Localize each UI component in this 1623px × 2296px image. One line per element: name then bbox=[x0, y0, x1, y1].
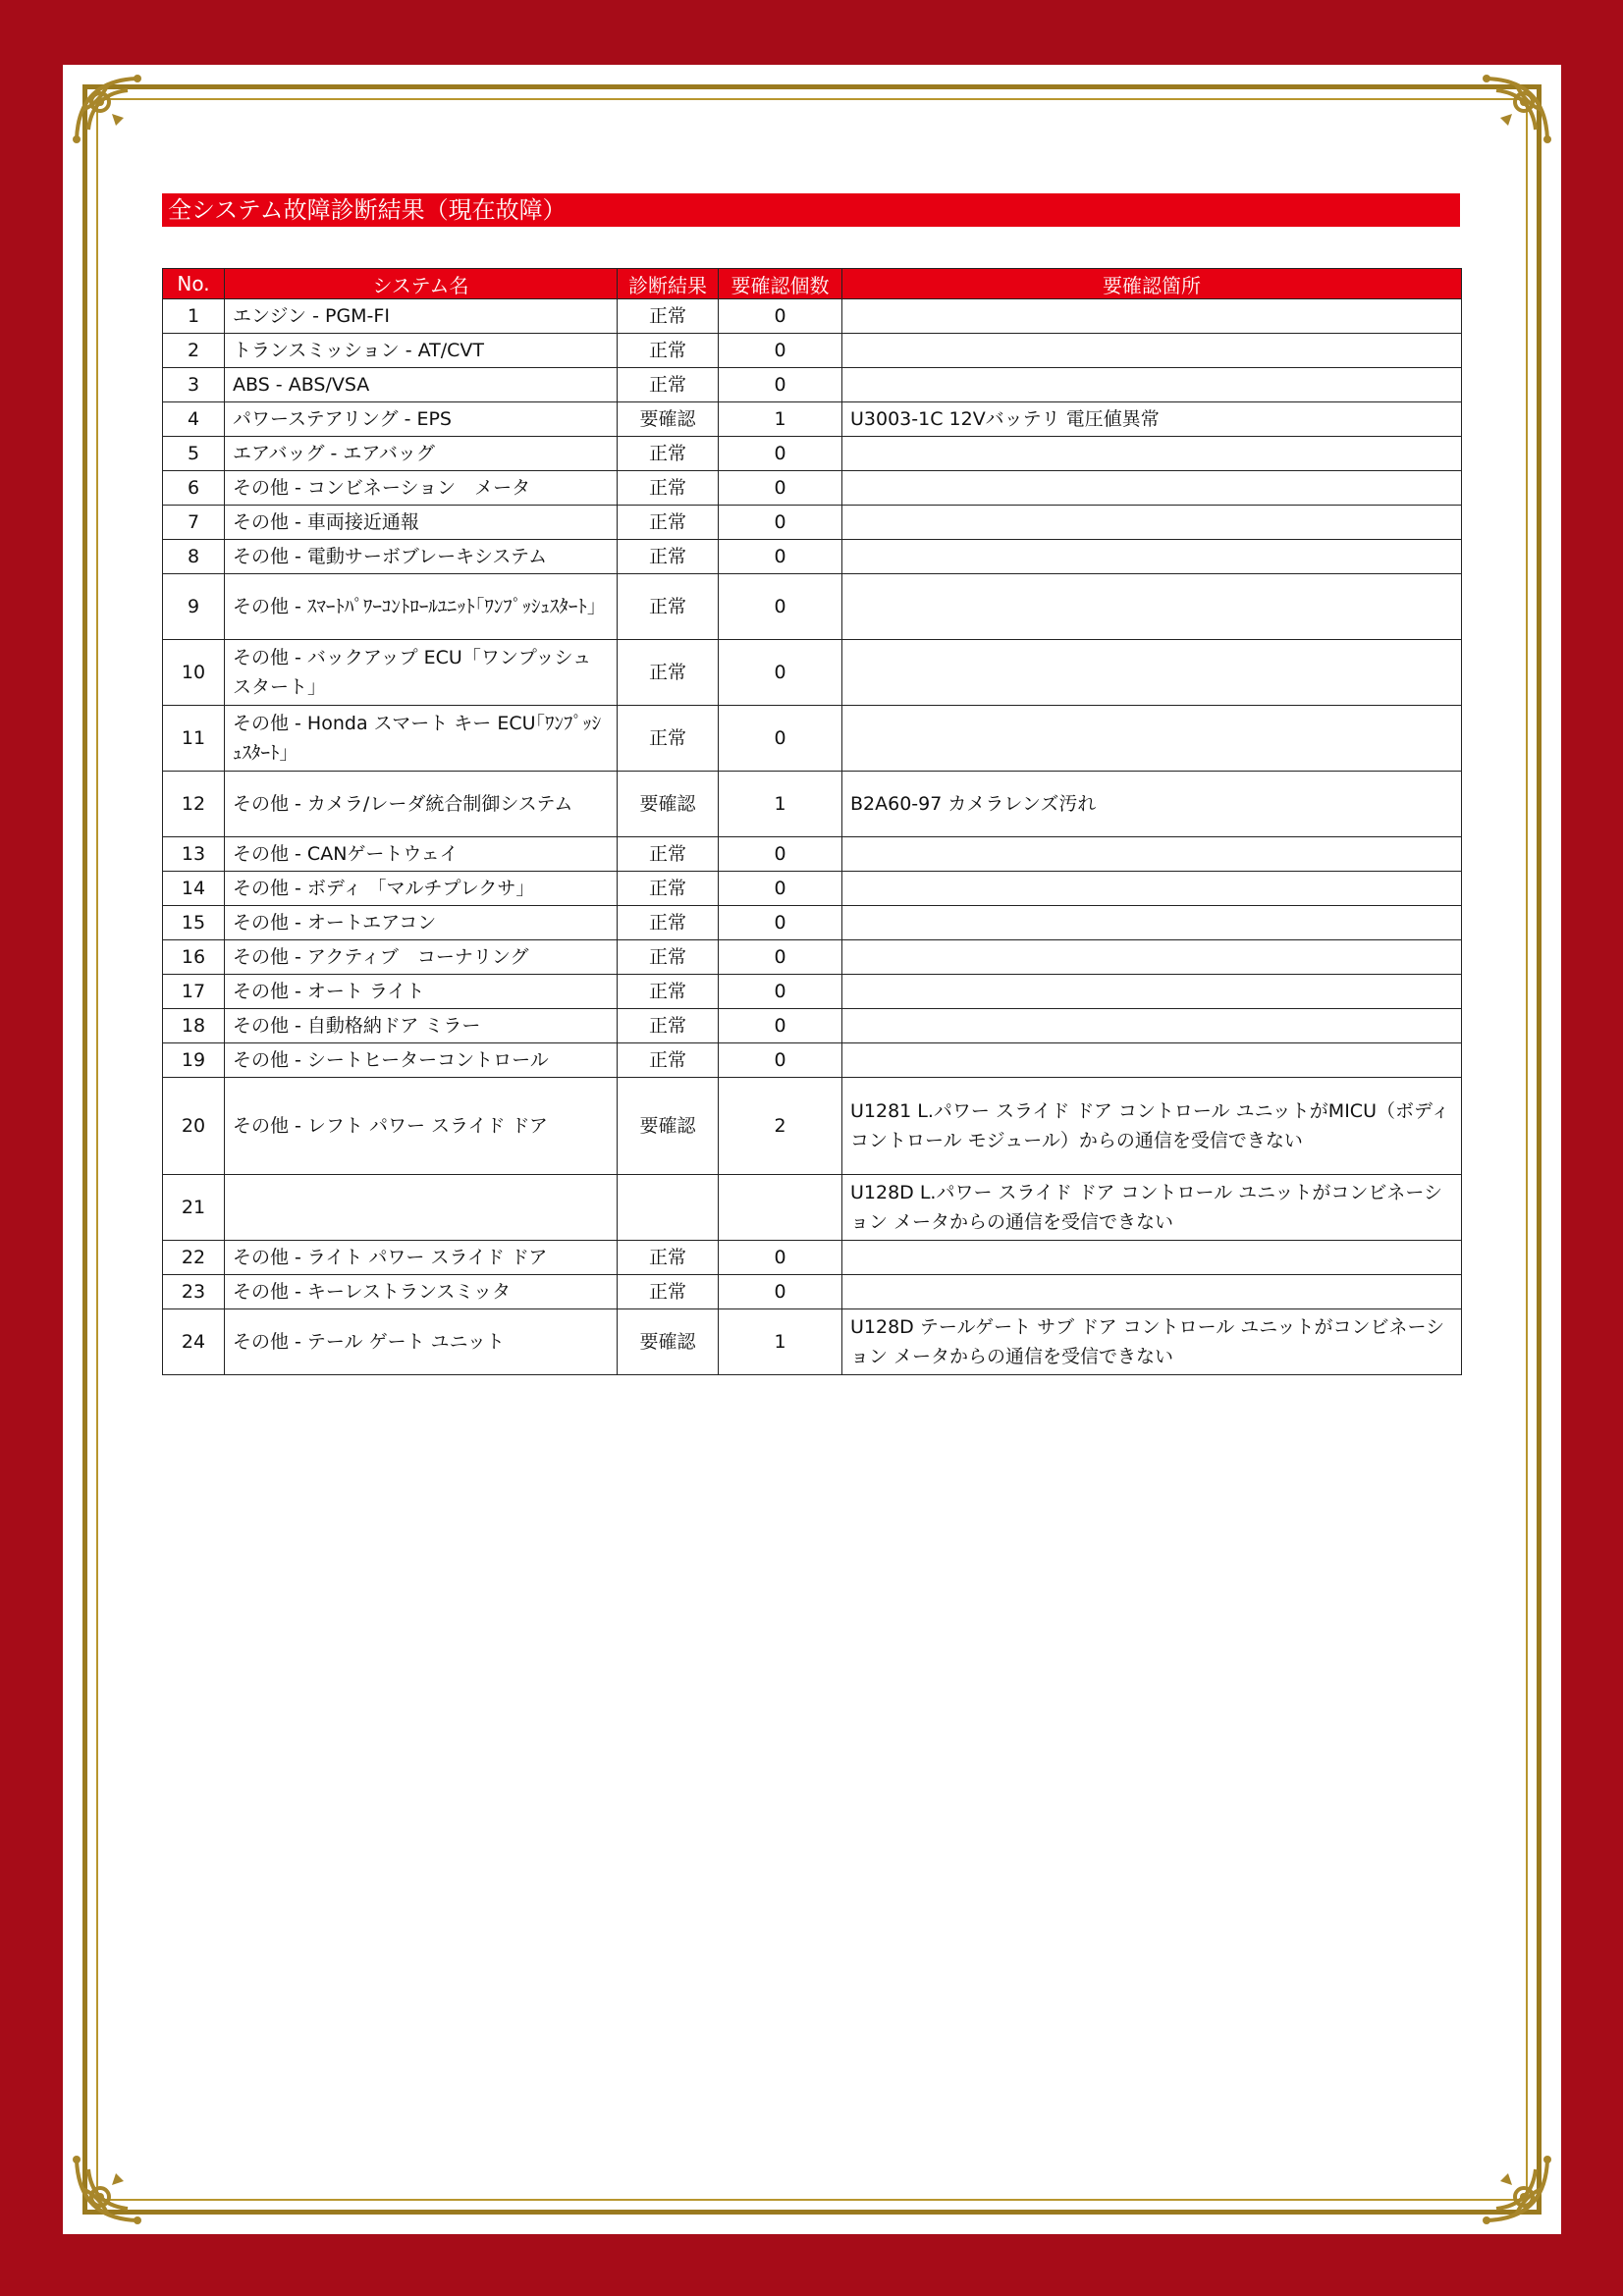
row-count: 1 bbox=[719, 1309, 842, 1375]
row-system: その他 - アクティブ コーナリング bbox=[225, 940, 618, 975]
row-no: 13 bbox=[163, 837, 225, 872]
row-count: 0 bbox=[719, 706, 842, 772]
row-count bbox=[719, 1175, 842, 1241]
row-result: 要確認 bbox=[618, 1078, 719, 1175]
row-system bbox=[225, 1175, 618, 1241]
table-row bbox=[163, 334, 1462, 368]
header-no: No. bbox=[163, 269, 225, 299]
row-no: 14 bbox=[163, 872, 225, 906]
table-row bbox=[163, 540, 1462, 574]
row-no: 12 bbox=[163, 772, 225, 837]
row-no: 6 bbox=[163, 471, 225, 506]
table-row bbox=[163, 1043, 1462, 1078]
table-row bbox=[163, 471, 1462, 506]
row-result: 正常 bbox=[618, 506, 719, 540]
row-location bbox=[842, 540, 1462, 574]
row-system: その他 - オート ライト bbox=[225, 975, 618, 1009]
row-location bbox=[842, 975, 1462, 1009]
row-count: 0 bbox=[719, 837, 842, 872]
row-result: 正常 bbox=[618, 540, 719, 574]
diagnosis-table bbox=[162, 268, 1462, 1375]
row-no: 23 bbox=[163, 1275, 225, 1309]
table-row bbox=[163, 299, 1462, 334]
row-count: 0 bbox=[719, 640, 842, 706]
table-row bbox=[163, 574, 1462, 640]
table-row bbox=[163, 975, 1462, 1009]
row-no: 18 bbox=[163, 1009, 225, 1043]
row-no: 24 bbox=[163, 1309, 225, 1375]
row-result: 正常 bbox=[618, 299, 719, 334]
row-no: 21 bbox=[163, 1175, 225, 1241]
row-no: 16 bbox=[163, 940, 225, 975]
row-result: 要確認 bbox=[618, 1309, 719, 1375]
row-location bbox=[842, 837, 1462, 872]
table-row bbox=[163, 368, 1462, 402]
row-count: 0 bbox=[719, 872, 842, 906]
row-result: 正常 bbox=[618, 975, 719, 1009]
row-count: 0 bbox=[719, 368, 842, 402]
row-no: 8 bbox=[163, 540, 225, 574]
row-location bbox=[842, 334, 1462, 368]
row-system: その他 - ボディ 「マルチプレクサ」 bbox=[225, 872, 618, 906]
row-no: 5 bbox=[163, 437, 225, 471]
row-location bbox=[842, 1043, 1462, 1078]
table-row bbox=[163, 1309, 1462, 1375]
table-row bbox=[163, 437, 1462, 471]
row-location bbox=[842, 368, 1462, 402]
row-count: 0 bbox=[719, 334, 842, 368]
row-result: 正常 bbox=[618, 574, 719, 640]
row-system: その他 - 車両接近通報 bbox=[225, 506, 618, 540]
row-count: 0 bbox=[719, 1009, 842, 1043]
row-result: 正常 bbox=[618, 1043, 719, 1078]
row-location: U3003-1C 12Vバッテリ 電圧値異常 bbox=[842, 402, 1462, 437]
table-header-row bbox=[163, 269, 1462, 299]
row-count: 1 bbox=[719, 772, 842, 837]
row-system: トランスミッション - AT/CVT bbox=[225, 334, 618, 368]
row-no: 2 bbox=[163, 334, 225, 368]
row-location: B2A60-97 カメラレンズ汚れ bbox=[842, 772, 1462, 837]
row-no: 19 bbox=[163, 1043, 225, 1078]
table-row bbox=[163, 1175, 1462, 1241]
table-row bbox=[163, 772, 1462, 837]
row-location bbox=[842, 506, 1462, 540]
row-result: 正常 bbox=[618, 437, 719, 471]
row-count: 0 bbox=[719, 437, 842, 471]
row-no: 1 bbox=[163, 299, 225, 334]
row-count: 2 bbox=[719, 1078, 842, 1175]
table-row bbox=[163, 906, 1462, 940]
header-system: システム名 bbox=[225, 269, 618, 299]
row-result: 正常 bbox=[618, 1275, 719, 1309]
row-result: 正常 bbox=[618, 334, 719, 368]
row-system: その他 - CANゲートウェイ bbox=[225, 837, 618, 872]
row-location: U1281 L.パワー スライド ドア コントロール ユニットがMICU（ボディ コントロール モジュール）からの通信を受信できない bbox=[842, 1078, 1462, 1175]
report-page bbox=[63, 65, 1561, 2234]
corner-ornament-icon bbox=[1465, 2138, 1555, 2228]
row-count: 0 bbox=[719, 471, 842, 506]
row-result: 正常 bbox=[618, 837, 719, 872]
row-result: 正常 bbox=[618, 1009, 719, 1043]
row-result: 正常 bbox=[618, 368, 719, 402]
corner-ornament-icon bbox=[69, 2138, 159, 2228]
row-count: 0 bbox=[719, 906, 842, 940]
row-location bbox=[842, 299, 1462, 334]
table-row bbox=[163, 1078, 1462, 1175]
row-count: 0 bbox=[719, 574, 842, 640]
row-count: 0 bbox=[719, 940, 842, 975]
table-row bbox=[163, 1009, 1462, 1043]
row-location bbox=[842, 940, 1462, 975]
corner-ornament-icon bbox=[1465, 71, 1555, 161]
table-row bbox=[163, 402, 1462, 437]
row-location bbox=[842, 1275, 1462, 1309]
row-location bbox=[842, 1009, 1462, 1043]
row-count: 0 bbox=[719, 975, 842, 1009]
row-no: 17 bbox=[163, 975, 225, 1009]
row-system: その他 - Honda スマート キー ECU｢ﾜﾝﾌﾟｯｼｭｽﾀｰﾄ｣ bbox=[225, 706, 618, 772]
row-system: その他 - 自動格納ドア ミラー bbox=[225, 1009, 618, 1043]
header-result: 診断結果 bbox=[618, 269, 719, 299]
row-no: 4 bbox=[163, 402, 225, 437]
table-row bbox=[163, 1241, 1462, 1275]
row-count: 0 bbox=[719, 299, 842, 334]
row-system: その他 - ｽﾏｰﾄﾊﾟﾜｰｺﾝﾄﾛｰﾙﾕﾆｯﾄ｢ﾜﾝﾌﾟｯｼｭｽﾀｰﾄ｣ bbox=[225, 574, 618, 640]
row-no: 7 bbox=[163, 506, 225, 540]
table-row bbox=[163, 706, 1462, 772]
report-title: 全システム故障診断結果（現在故障） bbox=[162, 193, 1460, 227]
row-count: 0 bbox=[719, 1275, 842, 1309]
row-location: U128D L.パワー スライド ドア コントロール ユニットがコンビネーション メータからの通信を受信できない bbox=[842, 1175, 1462, 1241]
row-result: 正常 bbox=[618, 906, 719, 940]
row-system: その他 - コンビネーション メータ bbox=[225, 471, 618, 506]
row-system: その他 - オートエアコン bbox=[225, 906, 618, 940]
row-no: 15 bbox=[163, 906, 225, 940]
table-row bbox=[163, 1275, 1462, 1309]
row-no: 9 bbox=[163, 574, 225, 640]
row-location bbox=[842, 1241, 1462, 1275]
table-row bbox=[163, 506, 1462, 540]
header-location: 要確認箇所 bbox=[842, 269, 1462, 299]
row-system: その他 - レフト パワー スライド ドア bbox=[225, 1078, 618, 1175]
row-count: 1 bbox=[719, 402, 842, 437]
row-count: 0 bbox=[719, 506, 842, 540]
row-system: エアバッグ - エアバッグ bbox=[225, 437, 618, 471]
row-no: 22 bbox=[163, 1241, 225, 1275]
row-result: 要確認 bbox=[618, 772, 719, 837]
row-result: 要確認 bbox=[618, 402, 719, 437]
row-no: 10 bbox=[163, 640, 225, 706]
row-location bbox=[842, 640, 1462, 706]
row-result: 正常 bbox=[618, 640, 719, 706]
row-location bbox=[842, 706, 1462, 772]
row-result: 正常 bbox=[618, 1241, 719, 1275]
table-row bbox=[163, 837, 1462, 872]
row-location bbox=[842, 872, 1462, 906]
row-count: 0 bbox=[719, 540, 842, 574]
table-row bbox=[163, 872, 1462, 906]
row-system: エンジン - PGM-FI bbox=[225, 299, 618, 334]
row-result: 正常 bbox=[618, 940, 719, 975]
row-system: その他 - シートヒーターコントロール bbox=[225, 1043, 618, 1078]
row-system: その他 - バックアップ ECU「ワンプッシュスタート」 bbox=[225, 640, 618, 706]
row-result bbox=[618, 1175, 719, 1241]
row-no: 11 bbox=[163, 706, 225, 772]
row-count: 0 bbox=[719, 1043, 842, 1078]
row-location: U128D テールゲート サブ ドア コントロール ユニットがコンビネーション メータからの通信を受信できない bbox=[842, 1309, 1462, 1375]
row-system: ABS - ABS/VSA bbox=[225, 368, 618, 402]
table-row bbox=[163, 940, 1462, 975]
row-no: 20 bbox=[163, 1078, 225, 1175]
row-count: 0 bbox=[719, 1241, 842, 1275]
row-location bbox=[842, 471, 1462, 506]
row-location bbox=[842, 906, 1462, 940]
row-system: その他 - ライト パワー スライド ドア bbox=[225, 1241, 618, 1275]
header-count: 要確認個数 bbox=[719, 269, 842, 299]
table-row bbox=[163, 640, 1462, 706]
corner-ornament-icon bbox=[69, 71, 159, 161]
row-result: 正常 bbox=[618, 471, 719, 506]
row-result: 正常 bbox=[618, 872, 719, 906]
row-system: その他 - テール ゲート ユニット bbox=[225, 1309, 618, 1375]
row-result: 正常 bbox=[618, 706, 719, 772]
row-system: その他 - カメラ/レーダ統合制御システム bbox=[225, 772, 618, 837]
row-system: その他 - キーレストランスミッタ bbox=[225, 1275, 618, 1309]
row-location bbox=[842, 574, 1462, 640]
row-no: 3 bbox=[163, 368, 225, 402]
row-system: パワーステアリング - EPS bbox=[225, 402, 618, 437]
row-system: その他 - 電動サーボブレーキシステム bbox=[225, 540, 618, 574]
row-location bbox=[842, 437, 1462, 471]
